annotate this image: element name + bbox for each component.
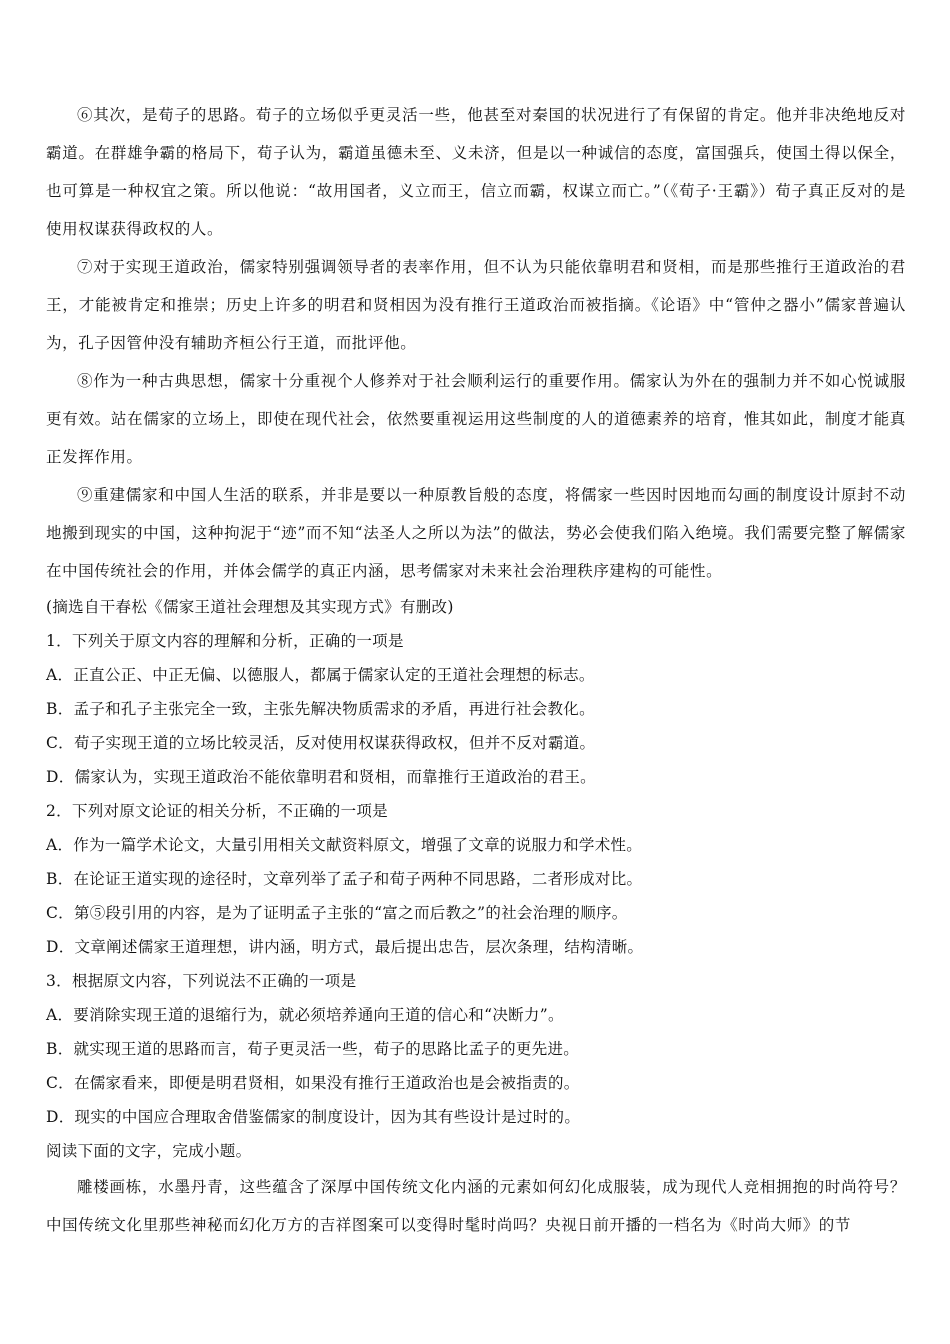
paragraph-6: ⑥其次，是荀子的思路。荀子的立场似乎更灵活一些，他甚至对秦国的状况进行了有保留的肯定。他并非决绝地反对霸道。在群雄争霸的格局下，荀子认为，霸道虽德未至、义未济，但是以一种诚信的态度，富国强兵，使国土得以保全，也可算是一种权宜之策。所以他说：“故用国者，义立而王，信立而霸，权谋立而亡。”（《荀子·王霸》）荀子真正反对的是使用权谋获得政权的人。 bbox=[46, 106, 906, 238]
paragraph-9: ⑨重建儒家和中国人生活的联系，并非是要以一种原教旨般的态度，将儒家一些因时因地而勾画的制度设计原封不动地搬到现实的中国，这种拘泥于“迹”而不知“法圣人之所以为法”的做法，势必会使我们陷入绝境。我们需要完整了解儒家在中国传统社会的作用，并体会儒学的真正内涵，思考儒家对未来社会治理秩序建构的可能性。 bbox=[46, 486, 906, 580]
question-1 bbox=[46, 624, 906, 794]
option-b: B．在论证王道实现的途径时，文章列举了孟子和荀子两种不同思路，二者形成对比。 bbox=[46, 870, 643, 888]
document-page bbox=[46, 96, 906, 1244]
question-stem: 2．下列对原文论证的相关分析，不正确的一项是 bbox=[46, 802, 388, 820]
option-d: D．儒家认为，实现王道政治不能依靠明君和贤相，而靠推行王道政治的君王。 bbox=[46, 768, 596, 786]
paragraph-7: ⑦对于实现王道政治，儒家特别强调领导者的表率作用，但不认为只能依靠明君和贤相，而是那些推行王道政治的君王，才能被肯定和推崇；历史上许多的明君和贤相因为没有推行王道政治而被指摘。《论语》中“管仲之器小”儒家普遍认为，孔子因管仲没有辅助齐桓公行王道，而批评他。 bbox=[46, 258, 906, 352]
reading-prompt: 阅读下面的文字，完成小题。 bbox=[46, 1142, 252, 1160]
paragraph-8: ⑧作为一种古典思想，儒家十分重视个人修养对于社会顺利运行的重要作用。儒家认为外在的强制力并不如心悦诚服更有效。站在儒家的立场上，即使在现代社会，依然要重视运用这些制度的人的道德素养的培育，惟其如此，制度才能真正发挥作用。 bbox=[46, 372, 906, 466]
option-b: B．孟子和孔子主张完全一致，主张先解决物质需求的矛盾，再进行社会教化。 bbox=[46, 700, 595, 718]
option-a: A．正直公正、中正无偏、以德服人，都属于儒家认定的王道社会理想的标志。 bbox=[46, 666, 595, 684]
option-a: A．作为一篇学术论文，大量引用相关文献资料原文，增强了文章的说服力和学术性。 bbox=[46, 836, 643, 854]
reading-passage: 雕楼画栋，水墨丹青，这些蕴含了深厚中国传统文化内涵的元素如何幻化成服装，成为现代人竞相拥抱的时尚符号？中国传统文化里那些神秘而幻化万方的吉祥图案可以变得时髦时尚吗？央视日前开播的一档名为《时尚大师》的节 bbox=[46, 1178, 906, 1234]
option-c: C．第⑤段引用的内容，是为了证明孟子主张的“富之而后教之”的社会治理的顺序。 bbox=[46, 904, 628, 922]
option-c: C．荀子实现王道的立场比较灵活，反对使用权谋获得政权，但并不反对霸道。 bbox=[46, 734, 596, 752]
question-stem: 1．下列关于原文内容的理解和分析，正确的一项是 bbox=[46, 632, 404, 650]
option-c: C．在儒家看来，即便是明君贤相，如果没有推行王道政治也是会被指责的。 bbox=[46, 1074, 580, 1092]
option-d: D．文章阐述儒家王道理想，讲内涵，明方式，最后提出忠告，层次条理，结构清晰。 bbox=[46, 938, 644, 956]
source-citation: (摘选自干春松《儒家王道社会理想及其实现方式》有删改) bbox=[46, 598, 454, 616]
option-a: A．要消除实现王道的退缩行为，就必须培养通向王道的信心和“决断力”。 bbox=[46, 1006, 564, 1024]
question-2 bbox=[46, 794, 906, 964]
option-d: D．现实的中国应合理取舍借鉴儒家的制度设计，因为其有些设计是过时的。 bbox=[46, 1108, 581, 1126]
option-b: B．就实现王道的思路而言，荀子更灵活一些，荀子的思路比孟子的更先进。 bbox=[46, 1040, 580, 1058]
question-3 bbox=[46, 964, 906, 1134]
question-stem: 3．根据原文内容，下列说法不正确的一项是 bbox=[46, 972, 357, 990]
